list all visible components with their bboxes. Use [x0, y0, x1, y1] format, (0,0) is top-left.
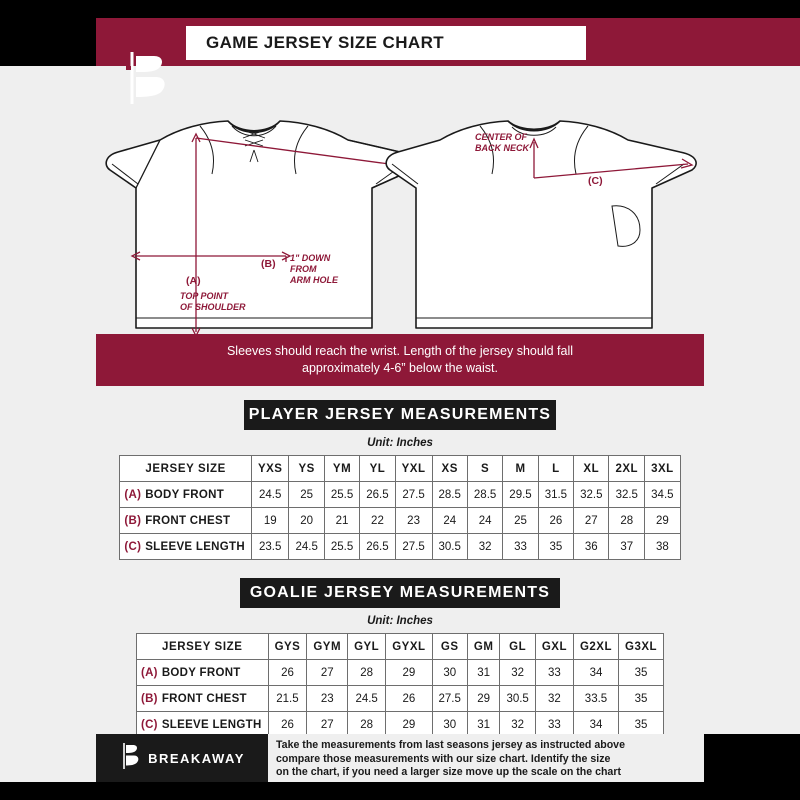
- player-r0-c4: 27.5: [395, 482, 432, 508]
- player-unit-label: Unit: Inches: [367, 437, 433, 449]
- row-marker: (C): [124, 540, 142, 553]
- table-row: [120, 508, 680, 534]
- player-r2-c2: 25.5: [324, 534, 359, 560]
- player-r2-c11: 38: [645, 534, 681, 560]
- header-logo-box: [0, 18, 96, 66]
- breakaway-b-logo-icon: [112, 46, 176, 110]
- player-r0-c7: 29.5: [503, 482, 538, 508]
- goalie-r2-c5: 31: [467, 712, 500, 738]
- goalie-col-4: GS: [432, 634, 467, 660]
- player-r1-c7: 25: [503, 508, 538, 534]
- table-row: [120, 534, 680, 560]
- goalie-r1-c8: 33.5: [573, 686, 618, 712]
- footer-left-gap: [0, 734, 96, 782]
- goalie-r2-c6: 32: [500, 712, 535, 738]
- goalie-r0-c3: 29: [386, 660, 432, 686]
- label-a-line1: TOP POINT: [180, 291, 229, 301]
- goalie-r2-c4: 30: [432, 712, 467, 738]
- row-label: SLEEVE LENGTH: [161, 718, 262, 731]
- row-label: BODY FRONT: [145, 488, 225, 501]
- label-c-line2: BACK NECK: [475, 143, 529, 153]
- player-r1-c2: 21: [324, 508, 359, 534]
- player-r2-c4: 27.5: [395, 534, 432, 560]
- note-line-1: Sleeves should reach the wrist. Length of the jersey should fall: [226, 344, 574, 358]
- goalie-col-6: GL: [500, 634, 535, 660]
- goalie-col-0: GYS: [268, 634, 307, 660]
- player-col-1: YS: [289, 456, 324, 482]
- player-r2-c10: 37: [609, 534, 645, 560]
- goalie-col-7: GXL: [535, 634, 573, 660]
- goalie-r1-c2: 24.5: [348, 686, 386, 712]
- row-marker: (A): [140, 666, 158, 679]
- page-title: GAME JERSEY SIZE CHART: [206, 33, 445, 52]
- goalie-r0-c7: 33: [535, 660, 573, 686]
- player-r2-c0: 23.5: [251, 534, 289, 560]
- goalie-corner-label: JERSEY SIZE: [136, 634, 268, 660]
- goalie-r1-c1: 23: [307, 686, 348, 712]
- footer-bar: [0, 734, 800, 782]
- label-b-marker: (B): [261, 258, 276, 270]
- goalie-row-0-label: [136, 660, 268, 686]
- note-wrapper: [0, 334, 800, 386]
- player-r0-c3: 26.5: [360, 482, 395, 508]
- player-col-4: YXL: [395, 456, 432, 482]
- player-r2-c9: 36: [574, 534, 609, 560]
- player-r0-c0: 24.5: [251, 482, 289, 508]
- goalie-r0-c8: 34: [573, 660, 618, 686]
- goalie-r1-c7: 32: [535, 686, 573, 712]
- player-r0-c11: 34.5: [645, 482, 681, 508]
- breakaway-b-logo-icon: [119, 741, 141, 776]
- player-r2-c3: 26.5: [360, 534, 395, 560]
- label-b-line1: 1" DOWN: [290, 253, 331, 263]
- goalie-col-2: GYL: [348, 634, 386, 660]
- player-r0-c1: 25: [289, 482, 324, 508]
- footer-line-2: compare those measurements with our size chart. Identify the size: [276, 752, 611, 765]
- player-r1-c5: 24: [432, 508, 467, 534]
- footer-brand-text: BREAKAWAY: [148, 750, 245, 766]
- goalie-col-5: GM: [467, 634, 500, 660]
- goalie-r1-c3: 26: [386, 686, 432, 712]
- player-r0-c10: 32.5: [609, 482, 645, 508]
- goalie-r0-c4: 30: [432, 660, 467, 686]
- player-r1-c1: 20: [289, 508, 324, 534]
- player-r1-c11: 29: [645, 508, 681, 534]
- player-r0-c9: 32.5: [574, 482, 609, 508]
- player-r1-c8: 26: [538, 508, 573, 534]
- back-jersey-illustration: [386, 121, 696, 328]
- player-col-8: L: [538, 456, 573, 482]
- goalie-measurements-table: [136, 633, 664, 738]
- goalie-r0-c9: 35: [619, 660, 664, 686]
- player-r2-c1: 24.5: [289, 534, 324, 560]
- label-a-line2: OF SHOULDER: [180, 302, 246, 312]
- table-header-row: [120, 456, 680, 482]
- player-table-wrapper: [0, 455, 800, 560]
- goalie-r2-c8: 34: [573, 712, 618, 738]
- row-label: BODY FRONT: [161, 666, 241, 679]
- goalie-r2-c3: 29: [386, 712, 432, 738]
- goalie-col-9: G3XL: [619, 634, 664, 660]
- player-r1-c0: 19: [251, 508, 289, 534]
- player-row-1-label: [120, 508, 252, 534]
- goalie-r2-c9: 35: [619, 712, 664, 738]
- row-label: SLEEVE LENGTH: [145, 540, 245, 553]
- player-col-2: YM: [324, 456, 359, 482]
- goalie-r0-c5: 31: [467, 660, 500, 686]
- player-r0-c2: 25.5: [324, 482, 359, 508]
- note-line-2: approximately 4-6” below the waist.: [302, 361, 498, 375]
- table-row: [120, 482, 680, 508]
- player-r1-c9: 27: [574, 508, 609, 534]
- row-marker: (B): [140, 692, 158, 705]
- label-c-marker: (C): [588, 175, 603, 187]
- footer-instructions: [268, 734, 704, 782]
- goalie-r2-c2: 28: [348, 712, 386, 738]
- label-c-line1: CENTER OF: [475, 132, 528, 142]
- player-r2-c8: 35: [538, 534, 573, 560]
- player-r2-c7: 33: [503, 534, 538, 560]
- header-title-box: [186, 26, 586, 60]
- player-col-9: XL: [574, 456, 609, 482]
- player-row-0-label: [120, 482, 252, 508]
- player-r1-c4: 23: [395, 508, 432, 534]
- table-header-row: [136, 634, 663, 660]
- player-r1-c10: 28: [609, 508, 645, 534]
- goalie-col-3: GYXL: [386, 634, 432, 660]
- row-label: FRONT CHEST: [145, 514, 231, 527]
- player-r0-c8: 31.5: [538, 482, 573, 508]
- goalie-r2-c0: 26: [268, 712, 307, 738]
- row-marker: (C): [140, 718, 158, 731]
- row-label: FRONT CHEST: [161, 692, 247, 705]
- goalie-r1-c0: 21.5: [268, 686, 307, 712]
- player-col-7: M: [503, 456, 538, 482]
- row-marker: (B): [124, 514, 142, 527]
- player-col-11: 3XL: [645, 456, 681, 482]
- goalie-r0-c6: 32: [500, 660, 535, 686]
- goalie-row-1-label: [136, 686, 268, 712]
- row-marker: (A): [124, 488, 142, 501]
- goalie-col-1: GYM: [307, 634, 348, 660]
- footer-line-1: Take the measurements from last seasons jersey as instructed above: [276, 739, 625, 751]
- goalie-r0-c2: 28: [348, 660, 386, 686]
- sleeve-note-bar: [96, 334, 704, 386]
- player-r2-c6: 32: [467, 534, 502, 560]
- goalie-col-8: G2XL: [573, 634, 618, 660]
- goalie-section-title: GOALIE JERSEY MEASUREMENTS: [240, 578, 560, 608]
- label-b-line2: FROM: [290, 264, 317, 274]
- player-col-0: YXS: [251, 456, 289, 482]
- player-col-3: YL: [360, 456, 395, 482]
- player-row-2-label: [120, 534, 252, 560]
- footer-line-3: on the chart, if you need a larger size move up the scale on the chart: [276, 766, 621, 778]
- goalie-unit-label: Unit: Inches: [367, 615, 433, 627]
- chart-sheet: [0, 18, 800, 782]
- footer-brand-box: [96, 734, 268, 782]
- goalie-r1-c4: 27.5: [432, 686, 467, 712]
- player-r0-c6: 28.5: [467, 482, 502, 508]
- goalie-r1-c9: 35: [619, 686, 664, 712]
- goalie-r0-c0: 26: [268, 660, 307, 686]
- player-r2-c5: 30.5: [432, 534, 467, 560]
- player-r0-c5: 28.5: [432, 482, 467, 508]
- footer-dark-block: [704, 734, 800, 782]
- player-section-title: PLAYER JERSEY MEASUREMENTS: [244, 400, 556, 430]
- player-r1-c3: 22: [360, 508, 395, 534]
- player-corner-label: JERSEY SIZE: [120, 456, 252, 482]
- goalie-r1-c6: 30.5: [500, 686, 535, 712]
- table-row: [136, 686, 663, 712]
- table-row: [136, 660, 663, 686]
- label-a-marker: (A): [186, 275, 201, 287]
- goalie-table-wrapper: [0, 633, 800, 738]
- player-col-10: 2XL: [609, 456, 645, 482]
- player-r1-c6: 24: [467, 508, 502, 534]
- goalie-r2-c7: 33: [535, 712, 573, 738]
- goalie-r1-c5: 29: [467, 686, 500, 712]
- front-jersey-illustration: [106, 121, 416, 328]
- player-col-5: XS: [432, 456, 467, 482]
- goalie-r0-c1: 27: [307, 660, 348, 686]
- goalie-r2-c1: 27: [307, 712, 348, 738]
- label-b-line3: ARM HOLE: [290, 275, 338, 285]
- player-measurements-table: [119, 455, 680, 560]
- player-col-6: S: [467, 456, 502, 482]
